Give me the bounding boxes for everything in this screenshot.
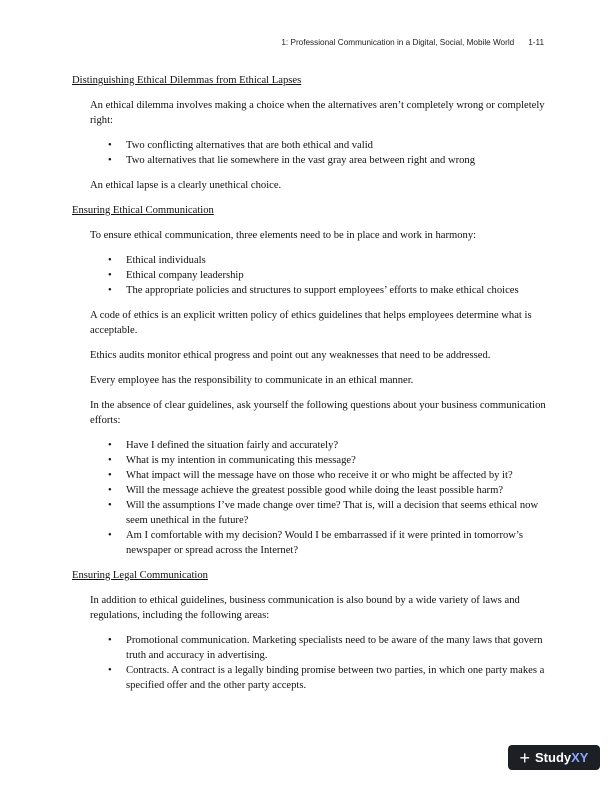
list-item: • Promotional communication. Marketing specialists need to be aware of the many laws that govern truth and accuracy in advertising. (126, 633, 548, 663)
paragraph: An ethical dilemma involves making a choice when the alternatives aren’t completely wrong or completely right: (90, 100, 545, 126)
brand-name: Study (535, 750, 572, 765)
bullet-list (72, 633, 548, 693)
list-item: • The appropriate policies and structures to support employees’ efforts to make ethical choices (126, 283, 548, 298)
page-content (72, 73, 548, 703)
page-number: 1-11 (528, 38, 544, 47)
bullet-list (72, 253, 548, 298)
list-item: • Ethical individuals (126, 253, 548, 268)
list-item: • Two alternatives that lie somewhere in the vast gray area between right and wrong (126, 153, 548, 168)
bullet-list (72, 138, 548, 168)
chapter-title: 1: Professional Communication in a Digital, Social, Mobile World (281, 38, 515, 47)
section-heading-dilemmas: Distinguishing Ethical Dilemmas from Ethical Lapses (72, 75, 302, 86)
list-item: • Have I defined the situation fairly and accurately? (126, 438, 548, 453)
list-item: • What is my intention in communicating this message? (126, 453, 548, 468)
paragraph: An ethical lapse is a clearly unethical choice. (90, 180, 282, 191)
list-item: • Two conflicting alternatives that are both ethical and valid (126, 138, 548, 153)
list-item: • Ethical company leadership (126, 268, 548, 283)
paragraph: In addition to ethical guidelines, business communication is also bound by a wide variety of laws and regulations, including the following areas: (90, 595, 520, 621)
paragraph: Every employee has the responsibility to communicate in an ethical manner. (90, 375, 414, 386)
brand-suffix: XY (571, 750, 589, 765)
running-header (281, 38, 544, 47)
list-item: • Will the assumptions I’ve made change over time? That is, will a decision that seems ethical now seem unethical in the future? (126, 498, 548, 528)
list-item: • Am I comfortable with my decision? Would I be embarrassed if it were printed in tomorrow’s newspaper or spread across the Internet? (126, 528, 548, 558)
paragraph: To ensure ethical communication, three elements need to be in place and work in harmony: (90, 230, 477, 241)
question-list (72, 438, 548, 558)
section-heading-ethical: Ensuring Ethical Communication (72, 205, 214, 216)
paragraph: Ethics audits monitor ethical progress and point out any weaknesses that need to be addressed. (90, 350, 491, 361)
paragraph: In the absence of clear guidelines, ask yourself the following questions about your business communication efforts: (90, 400, 546, 426)
paragraph: A code of ethics is an explicit written policy of ethics guidelines that helps employees determine what is acceptable. (90, 310, 532, 336)
list-item: • Contracts. A contract is a legally binding promise between two parties, in which one party makes a specified offer and the other party accepts. (126, 663, 548, 693)
list-item: • What impact will the message have on those who receive it or who might be affected by it? (126, 468, 548, 483)
section-heading-legal: Ensuring Legal Communication (72, 570, 208, 581)
studyxy-badge[interactable] (508, 745, 600, 770)
plus-icon: + (519, 747, 531, 768)
list-item: • Will the message achieve the greatest possible good while doing the least possible harm? (126, 483, 548, 498)
